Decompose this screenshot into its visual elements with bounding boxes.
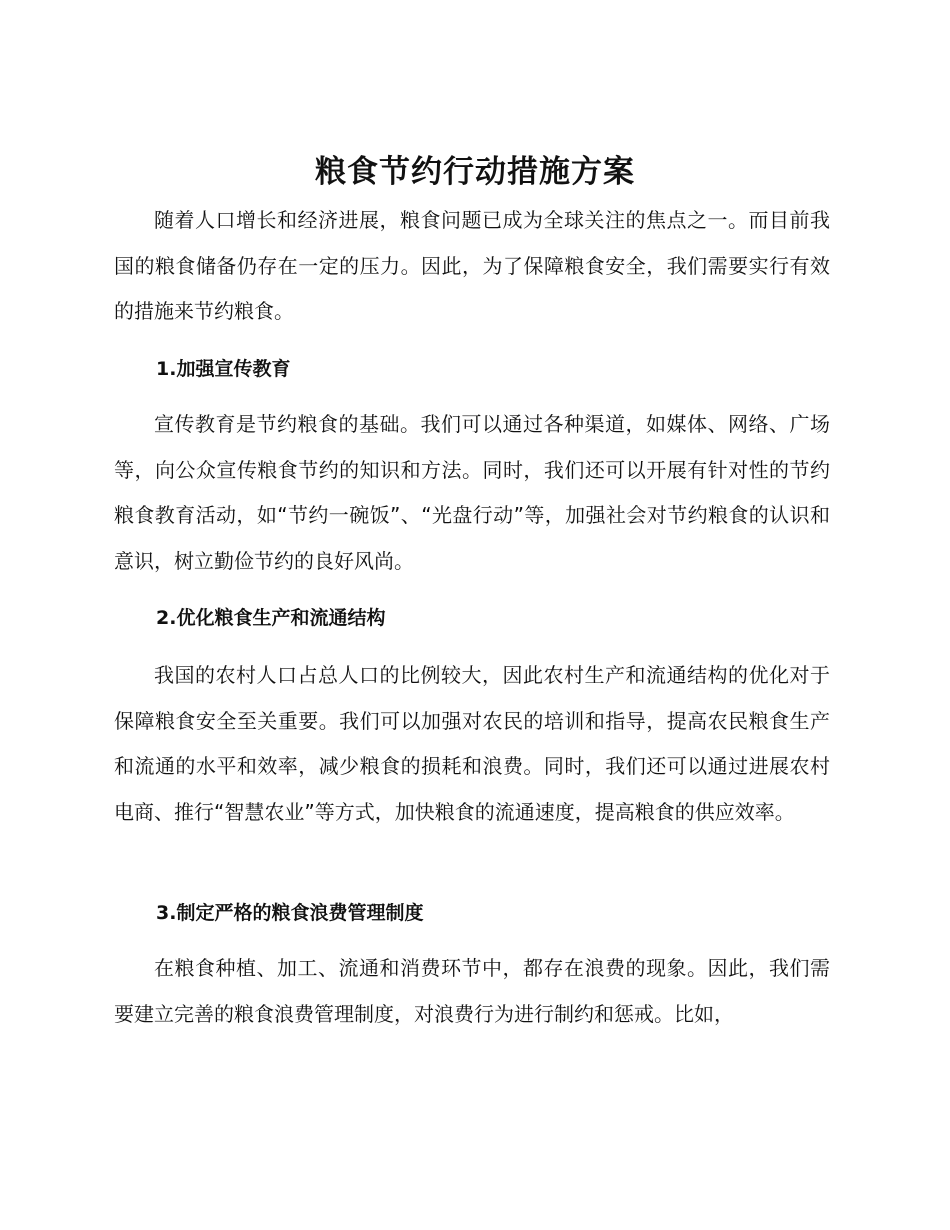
section-2-heading: 2.优化粮食生产和流通结构 <box>156 607 386 629</box>
section-1-paragraph: 宣传教育是节约粮食的基础。我们可以通过各种渠道，如媒体、网络、广场等，向公众宣传粮食节约的知识和方法。同时，我们还可以开展有针对性的节约粮食教育活动，如“节约一碗饭”、“光盘行动”等，加强社会对节约粮食的认识和意识，树立勤俭节约的良好风尚。 <box>114 412 830 573</box>
section-3-paragraph: 在粮食种植、加工、流通和消费环节中，都存在浪费的现象。因此，我们需要建立完善的粮食浪费管理制度，对浪费行为进行制约和惩戒。比如， <box>114 956 830 1026</box>
section-3-heading: 3.制定严格的粮食浪费管理制度 <box>156 902 424 924</box>
section-2-paragraph: 我国的农村人口占总人口的比例较大，因此农村生产和流通结构的优化对于保障粮食安全至关重要。我们可以加强对农民的培训和指导，提高农民粮食生产和流通的水平和效率，减少粮食的损耗和浪费。同时，我们还可以通过进展农村电商、推行“智慧农业”等方式，加快粮食的流通速度，提高粮食的供应效率。 <box>114 663 830 824</box>
section-1-heading: 1.加强宣传教育 <box>156 358 291 380</box>
document-title: 粮食节约行动措施方案 <box>315 154 635 190</box>
intro-paragraph: 随着人口增长和经济进展，粮食问题已成为全球关注的焦点之一。而目前我国的粮食储备仍存在一定的压力。因此，为了保障粮食安全，我们需要实行有效的措施来节约粮食。 <box>114 208 830 323</box>
